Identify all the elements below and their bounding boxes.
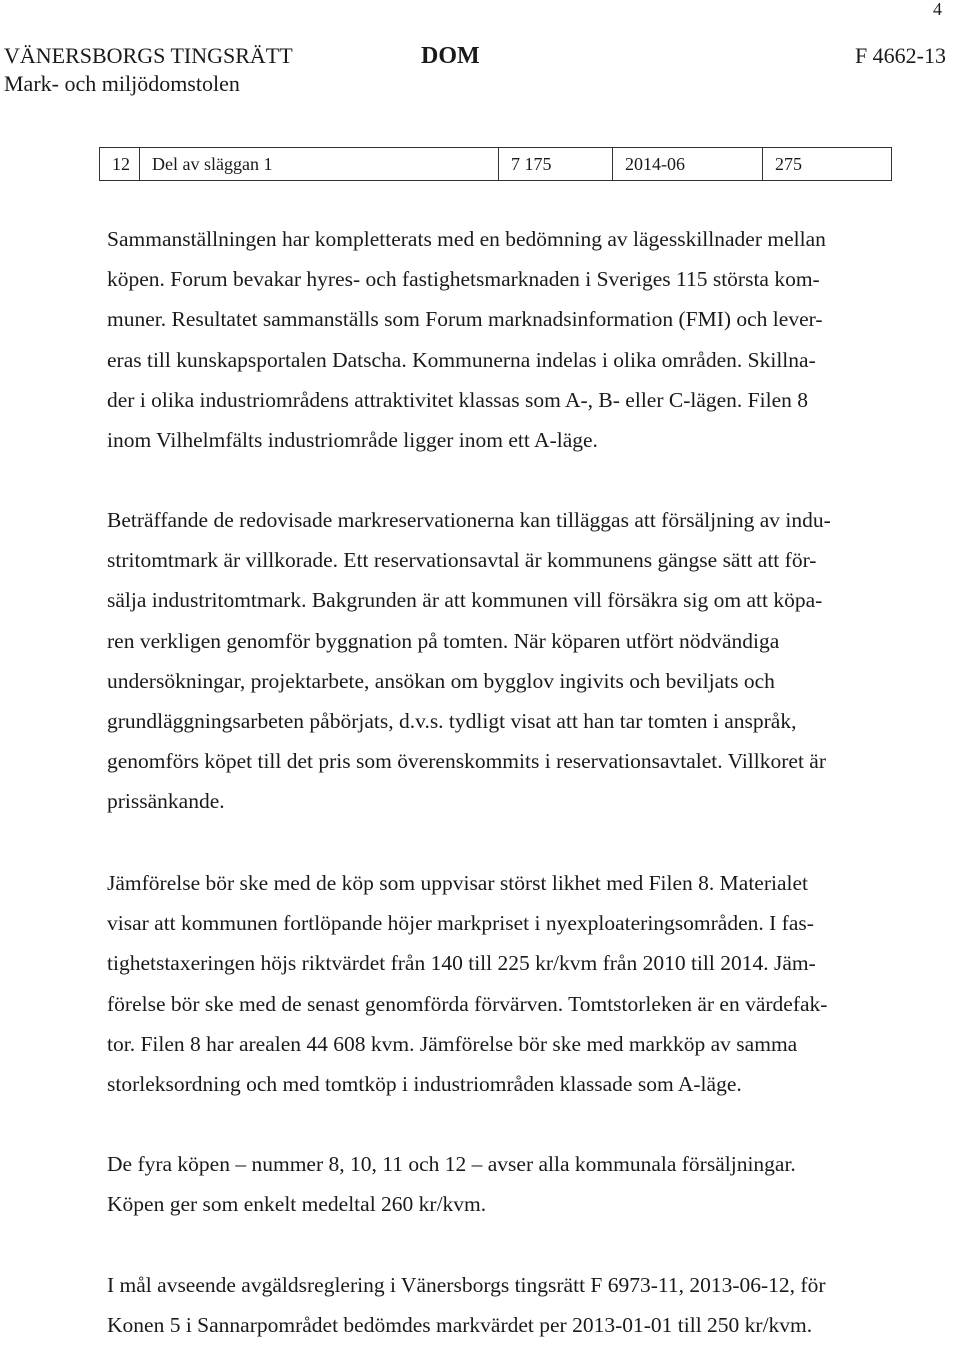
paragraph-reservations: [107, 500, 897, 822]
text-line: Jämförelse bör ske med de köp som uppvisar störst likhet med Filen 8. Materialet: [107, 871, 808, 895]
paragraph-court-reference: [107, 1265, 897, 1345]
text-line: visar att kommunen fortlöpande höjer markpriset i nyexploateringsområden. I fas-: [107, 911, 814, 936]
text-line: förelse bör ske med de senast genomförda förvärven. Tomtstorleken är en värdefak-: [107, 991, 828, 1016]
table-cell-price: 275: [763, 148, 892, 181]
case-number: F 4662-13: [854, 43, 946, 68]
table-cell-date: 2014-06: [613, 148, 763, 181]
text-line: muner. Resultatet sammanställs som Forum marknadsinformation (FMI) och lever-: [107, 307, 823, 332]
paragraph-comparison: [107, 219, 897, 460]
text-line: prissänkande.: [107, 789, 225, 814]
page-number: 4: [933, 0, 942, 19]
text-line: tor. Filen 8 har arealen 44 608 kvm. Jämförelse bör ske med markköp av samma: [107, 1031, 798, 1056]
text-line: tighetstaxeringen höjs riktvärdet från 140 till 225 kr/kvm från 2010 till 2014. Jäm-: [107, 951, 816, 976]
text-line: eras till kunskapsportalen Datscha. Kommunerna indelas i olika områden. Skillna-: [107, 347, 816, 372]
sales-table: [99, 147, 892, 181]
text-line: ren verkligen genomför byggnation på tomten. När köparen utfört nödvändiga: [107, 628, 780, 653]
text-line: Köpen ger som enkelt medeltal 260 kr/kvm.: [107, 1192, 487, 1217]
document-type: DOM: [421, 43, 480, 69]
text-line: Konen 5 i Sannarpområdet bedömdes markvärdet per 2013-01-01 till 250 kr/kvm.: [107, 1313, 813, 1338]
text-line: storleksordning och med tomtköp i industriområden klassade som A-läge.: [107, 1072, 742, 1097]
text-line: inom Vilhelmfälts industriområde ligger inom ett A-läge.: [107, 428, 598, 453]
table-row: [100, 148, 892, 181]
court-name: VÄNERSBORGS TINGSRÄTT: [4, 43, 293, 68]
table-cell-property: Del av släggan 1: [140, 148, 499, 181]
text-line: Sammanställningen har kompletterats med en bedömning av lägesskillnader mellan: [107, 227, 826, 251]
text-line: De fyra köpen – nummer 8, 10, 11 och 12 – avser alla kommunala försäljningar.: [107, 1152, 796, 1176]
court-header: [4, 42, 293, 98]
text-line: sälja industritomtmark. Bakgrunden är att kommunen vill försäkra sig om att köpa-: [107, 588, 823, 613]
text-line: stritomtmark är villkorade. Ett reservationsavtal är kommunens gängse sätt att för-: [107, 548, 817, 573]
text-line: genomförs köpet till det pris som överenskommits i reservationsavtalet. Villkoret är: [107, 749, 827, 774]
court-division: Mark- och miljödomstolen: [4, 71, 240, 96]
text-line: I mål avseende avgäldsreglering i Vänersborgs tingsrätt F 6973-11, 2013-06-12, för: [107, 1273, 826, 1297]
text-line: grundläggningsarbeten påbörjats, d.v.s. tydligt visat att han tar tomten i anspråk,: [107, 709, 797, 734]
table-cell-number: 12: [100, 148, 140, 181]
text-line: köpen. Forum bevakar hyres- och fastighetsmarknaden i Sveriges 115 största kom-: [107, 267, 820, 292]
paragraph-four-purchases: [107, 1144, 897, 1224]
paragraph-comparison-basis: [107, 863, 897, 1104]
table-cell-area: 7 175: [499, 148, 613, 181]
text-line: der i olika industriområdens attraktivitet klassas som A-, B- eller C-lägen. Filen 8: [107, 387, 808, 412]
text-line: Beträffande de redovisade markreservationerna kan tilläggas att försäljning av indu-: [107, 508, 831, 532]
text-line: undersökningar, projektarbete, ansökan om bygglov ingivits och beviljats och: [107, 668, 775, 693]
